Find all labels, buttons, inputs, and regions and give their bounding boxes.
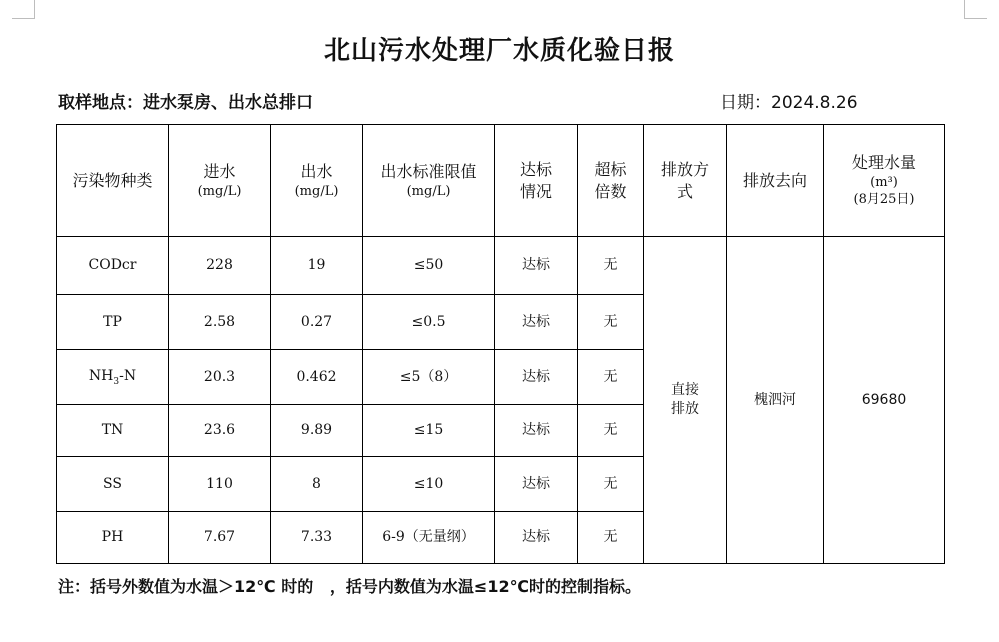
limit-value: ≤0.5 [363,295,495,350]
header-limit: 出水标准限值 (mg/L) [363,125,495,237]
exceed-value: 无 [578,405,644,457]
status-value: 达标 [495,512,578,564]
discharge-mode-value: 直接 排放 [644,237,727,564]
influent-value: 23.6 [169,405,271,457]
effluent-value: 9.89 [271,405,363,457]
crop-mark-top-left [12,0,35,19]
pollutant-name: PH [57,512,169,564]
volume-value: 69680 [824,237,945,564]
influent-value: 7.67 [169,512,271,564]
header-pollutant: 污染物种类 [57,125,169,237]
pollutant-name: $NH_3-N$ [57,350,169,405]
status-value: 达标 [495,350,578,405]
crop-mark-top-right [964,0,987,19]
pollutant-name: TN [57,405,169,457]
influent-value: 110 [169,457,271,512]
header-status: 达标 情况 [495,125,578,237]
report-date: 日期：2024.8.26 [720,93,858,113]
influent-value: 20.3 [169,350,271,405]
exceed-value: 无 [578,512,644,564]
effluent-value: 0.462 [271,350,363,405]
header-destination: 排放去向 [727,125,824,237]
header-volume: 处理水量 (m³) (8月25日) [824,125,945,237]
exceed-value: 无 [578,457,644,512]
status-value: 达标 [495,295,578,350]
exceed-value: 无 [578,237,644,295]
limit-value: 6-9（无量纲） [363,512,495,564]
pollutant-name: CODcr [57,237,169,295]
header-discharge-mode: 排放方 式 [644,125,727,237]
table-row [57,237,945,295]
effluent-value: 19 [271,237,363,295]
limit-value: ≤15 [363,405,495,457]
limit-value: ≤10 [363,457,495,512]
pollutant-name: SS [57,457,169,512]
footnote: 注：括号外数值为水温＞12℃ 时的 ，括号内数值为水温≤12℃时的控制指标。 [58,577,641,596]
destination-value: 槐泗河 [727,237,824,564]
header-exceed: 超标 倍数 [578,125,644,237]
effluent-value: 0.27 [271,295,363,350]
header-row [57,125,945,237]
effluent-value: 8 [271,457,363,512]
report-title: 北山污水处理厂水质化验日报 [323,36,675,66]
pollutant-name: TP [57,295,169,350]
limit-value: ≤5（8） [363,350,495,405]
effluent-value: 7.33 [271,512,363,564]
status-value: 达标 [495,405,578,457]
water-quality-table [56,124,945,564]
header-influent: 进水 (mg/L) [169,125,271,237]
status-value: 达标 [495,457,578,512]
exceed-value: 无 [578,295,644,350]
influent-value: 228 [169,237,271,295]
influent-value: 2.58 [169,295,271,350]
header-effluent: 出水 (mg/L) [271,125,363,237]
sampling-location: 取样地点：进水泵房、出水总排口 [58,93,313,113]
status-value: 达标 [495,237,578,295]
limit-value: ≤50 [363,237,495,295]
exceed-value: 无 [578,350,644,405]
